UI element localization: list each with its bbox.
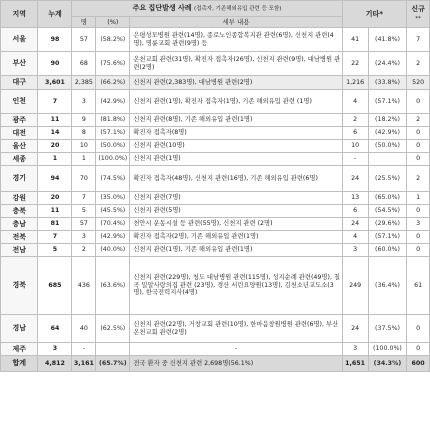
header-cumulative: 누계 (38, 1, 72, 28)
detail-cell: 천안시 운동시설 등 관련(55명), 신천지 관련 (2명) (130, 218, 342, 231)
new-cell: 0 (407, 244, 430, 257)
count-cell: 57 (72, 218, 96, 231)
count-cell: - (72, 343, 96, 356)
new-cell: 0 (407, 343, 430, 356)
detail-cell: 신천지 관련(8명), 기존 해외유입 관련(1명) (130, 114, 342, 127)
pct-cell: (81.8%) (96, 114, 130, 127)
other-pct-cell: (50.0%) (368, 140, 407, 153)
detail-cell: 전국 환자 중 신천지 관련 2,698명(56.1%) (130, 356, 342, 372)
new-cell: 0 (407, 90, 430, 114)
table-row-total (1, 356, 430, 372)
pct-cell: (63.6%) (96, 257, 130, 315)
count-cell: 8 (72, 127, 96, 140)
pct-cell: (75.6%) (96, 52, 130, 76)
region-cell: 울산 (1, 140, 38, 153)
total-cell: 4,812 (38, 356, 72, 372)
count-cell: 68 (72, 52, 96, 76)
region-cell: 세종 (1, 153, 38, 166)
table-row (1, 231, 430, 244)
pct-cell: (42.9%) (96, 231, 130, 244)
pct-cell: (35.0%) (96, 192, 130, 205)
region-cell: 합계 (1, 356, 38, 372)
detail-cell: 신천지 관련(5명) (130, 205, 342, 218)
other-count-cell: 13 (342, 192, 368, 205)
total-cell: 3,601 (38, 76, 72, 90)
new-cell: 0 (407, 315, 430, 343)
new-cell: 2 (407, 52, 430, 76)
other-count-cell: 4 (342, 231, 368, 244)
region-cell: 서울 (1, 28, 38, 52)
header-main-cluster-note: (접촉자, 기존해외유입 관련 등 포함) (194, 6, 282, 13)
header-detail: 세부 내용 (130, 17, 342, 28)
detail-cell: 확진자 접촉자(8명) (130, 127, 342, 140)
other-pct-cell: (60.0%) (368, 244, 407, 257)
other-count-cell: 3 (342, 343, 368, 356)
region-cell: 광주 (1, 114, 38, 127)
detail-cell: 확진자 접촉자(48명), 신천지 관련(16명), 기존 해외유입 관련(6명) (130, 166, 342, 192)
pct-cell: (58.2%) (96, 28, 130, 52)
detail-cell: 신천지 관련(1명), 기존 해외유입 관련(1명) (130, 244, 342, 257)
other-pct-cell: (57.1%) (368, 90, 407, 114)
other-count-cell: 1,651 (342, 356, 368, 372)
other-pct-cell: (65.0%) (368, 192, 407, 205)
other-count-cell: 1,216 (342, 76, 368, 90)
count-cell: 2,385 (72, 76, 96, 90)
other-pct-cell: (33.8%) (368, 76, 407, 90)
pct-cell: (65.7%) (96, 356, 130, 372)
header-new-label: 신규 (411, 5, 425, 14)
total-cell: 90 (38, 52, 72, 76)
other-pct-cell (368, 153, 407, 166)
new-cell: 0 (407, 205, 430, 218)
table-row (1, 343, 430, 356)
total-cell: 7 (38, 90, 72, 114)
header-region: 지역 (1, 1, 38, 28)
total-cell: 20 (38, 140, 72, 153)
detail-cell: 신천지 관련(10명) (130, 140, 342, 153)
other-pct-cell: (42.9%) (368, 127, 407, 140)
total-cell: 7 (38, 231, 72, 244)
count-cell: 3 (72, 231, 96, 244)
table-row (1, 140, 430, 153)
other-pct-cell: (54.5%) (368, 205, 407, 218)
other-count-cell: - (342, 153, 368, 166)
pct-cell: (66.2%) (96, 76, 130, 90)
detail-cell: 신천지 관련(1명), 확진자 접촉자(1명), 기존 해외유입 관련 (1명) (130, 90, 342, 114)
count-cell: 70 (72, 166, 96, 192)
other-pct-cell: (24.4%) (368, 52, 407, 76)
region-cell: 전남 (1, 244, 38, 257)
count-cell: 436 (72, 257, 96, 315)
region-cell: 대구 (1, 76, 38, 90)
detail-cell: 신천지 관련(229명), 청도 대남병원 관련(115명), 성지순례 관련(49명), 칠곡 밀알사랑의집 관련 (23명), 경산 서린요양원(13명), 김천소년교도소(3명), 한국전력지사(4명) (130, 257, 342, 315)
other-count-cell: 24 (342, 218, 368, 231)
total-cell: 11 (38, 114, 72, 127)
other-count-cell: 6 (342, 127, 368, 140)
table-row (1, 192, 430, 205)
total-cell: 5 (38, 244, 72, 257)
pct-cell: (42.9%) (96, 90, 130, 114)
pct-cell: (74.5%) (96, 166, 130, 192)
table-row (1, 315, 430, 343)
other-pct-cell: (25.5%) (368, 166, 407, 192)
count-cell: 10 (72, 140, 96, 153)
header-new (407, 1, 430, 28)
header-main-cluster-title: 주요 집단발생 사례 (132, 4, 192, 13)
other-count-cell: 6 (342, 205, 368, 218)
other-pct-cell: (57.1%) (368, 231, 407, 244)
header-new-note: ** (415, 15, 421, 22)
pct-cell: (50.0%) (96, 140, 130, 153)
total-cell: 81 (38, 218, 72, 231)
table-row (1, 76, 430, 90)
other-pct-cell: (29.6%) (368, 218, 407, 231)
region-cell: 부산 (1, 52, 38, 76)
other-count-cell: 22 (342, 52, 368, 76)
table-row (1, 244, 430, 257)
region-cell: 대전 (1, 127, 38, 140)
table-row (1, 218, 430, 231)
table-row (1, 28, 430, 52)
detail-cell: 온천교회 관련(31명), 확진자 접촉자(26명), 신천지 관련(9명), 대남병원 관련(2명) (130, 52, 342, 76)
pct-cell: (57.1%) (96, 127, 130, 140)
count-cell: 57 (72, 28, 96, 52)
table-row (1, 90, 430, 114)
total-cell: 14 (38, 127, 72, 140)
total-cell: 98 (38, 28, 72, 52)
region-cell: 제주 (1, 343, 38, 356)
new-cell: 3 (407, 218, 430, 231)
table-row (1, 52, 430, 76)
count-cell: 7 (72, 192, 96, 205)
count-cell: 40 (72, 315, 96, 343)
other-count-cell: 41 (342, 28, 368, 52)
new-cell: 7 (407, 28, 430, 52)
total-cell: 11 (38, 205, 72, 218)
region-cell: 충남 (1, 218, 38, 231)
detail-cell: 신천지 관련(1명) (130, 153, 342, 166)
table-row (1, 153, 430, 166)
table-row (1, 127, 430, 140)
table-row (1, 205, 430, 218)
other-pct-cell: (41.8%) (368, 28, 407, 52)
detail-cell: 신천지 관련(2,383명), 대남병원 관련(2명) (130, 76, 342, 90)
new-cell: 1 (407, 192, 430, 205)
total-cell: 1 (38, 153, 72, 166)
other-pct-cell: (100.0%) (368, 343, 407, 356)
header-count: 명 (72, 17, 96, 28)
other-count-cell: 10 (342, 140, 368, 153)
total-cell: 94 (38, 166, 72, 192)
count-cell: 3 (72, 90, 96, 114)
header-pct: (%) (96, 17, 130, 28)
table-row (1, 114, 430, 127)
new-cell: 0 (407, 153, 430, 166)
pct-cell: (40.0%) (96, 244, 130, 257)
header-main-cluster (72, 1, 342, 17)
other-count-cell: 24 (342, 166, 368, 192)
detail-cell: 신천지 관련(22명), 거창교회 관련(10명), 한마음창원병원 관련(6명), 부산 온천교회 관련(2명) (130, 315, 342, 343)
header-other: 기타* (342, 1, 407, 28)
new-cell: 61 (407, 257, 430, 315)
detail-cell: 신천지 관련(7명) (130, 192, 342, 205)
count-cell: 2 (72, 244, 96, 257)
new-cell: 520 (407, 76, 430, 90)
total-cell: 3 (38, 343, 72, 356)
other-pct-cell: (36.4%) (368, 257, 407, 315)
total-cell: 20 (38, 192, 72, 205)
table-row (1, 166, 430, 192)
region-cell: 경남 (1, 315, 38, 343)
other-count-cell: 4 (342, 90, 368, 114)
new-cell: 2 (407, 166, 430, 192)
pct-cell: (70.4%) (96, 218, 130, 231)
region-cell: 인천 (1, 90, 38, 114)
new-cell: 0 (407, 127, 430, 140)
detail-cell: 확진자 접촉자(2명), 기존 해외유입 관련(1명) (130, 231, 342, 244)
count-cell: 1 (72, 153, 96, 166)
other-count-cell: 249 (342, 257, 368, 315)
other-pct-cell: (37.5%) (368, 315, 407, 343)
new-cell: 600 (407, 356, 430, 372)
count-cell: 3,161 (72, 356, 96, 372)
other-pct-cell: (18.2%) (368, 114, 407, 127)
region-cell: 전북 (1, 231, 38, 244)
region-cell: 충북 (1, 205, 38, 218)
detail-cell: - (130, 343, 342, 356)
table-row (1, 257, 430, 315)
other-count-cell: 3 (342, 244, 368, 257)
count-cell: 5 (72, 205, 96, 218)
count-cell: 9 (72, 114, 96, 127)
new-cell: 2 (407, 114, 430, 127)
total-cell: 64 (38, 315, 72, 343)
detail-cell: 은평성모병원 관련(14명), 종로노인종합복지관 관련(6명), 신천지 관련(4명), 명륜교회 관련(9명) 등 (130, 28, 342, 52)
region-cell: 경북 (1, 257, 38, 315)
pct-cell: (62.5%) (96, 315, 130, 343)
total-cell: 685 (38, 257, 72, 315)
pct-cell: (100.0%) (96, 153, 130, 166)
pct-cell: (45.5%) (96, 205, 130, 218)
pct-cell (96, 343, 130, 356)
other-count-cell: 2 (342, 114, 368, 127)
other-count-cell: 24 (342, 315, 368, 343)
new-cell: 0 (407, 231, 430, 244)
new-cell: 0 (407, 140, 430, 153)
other-pct-cell: (34.3%) (368, 356, 407, 372)
region-cell: 강원 (1, 192, 38, 205)
region-cell: 경기 (1, 166, 38, 192)
